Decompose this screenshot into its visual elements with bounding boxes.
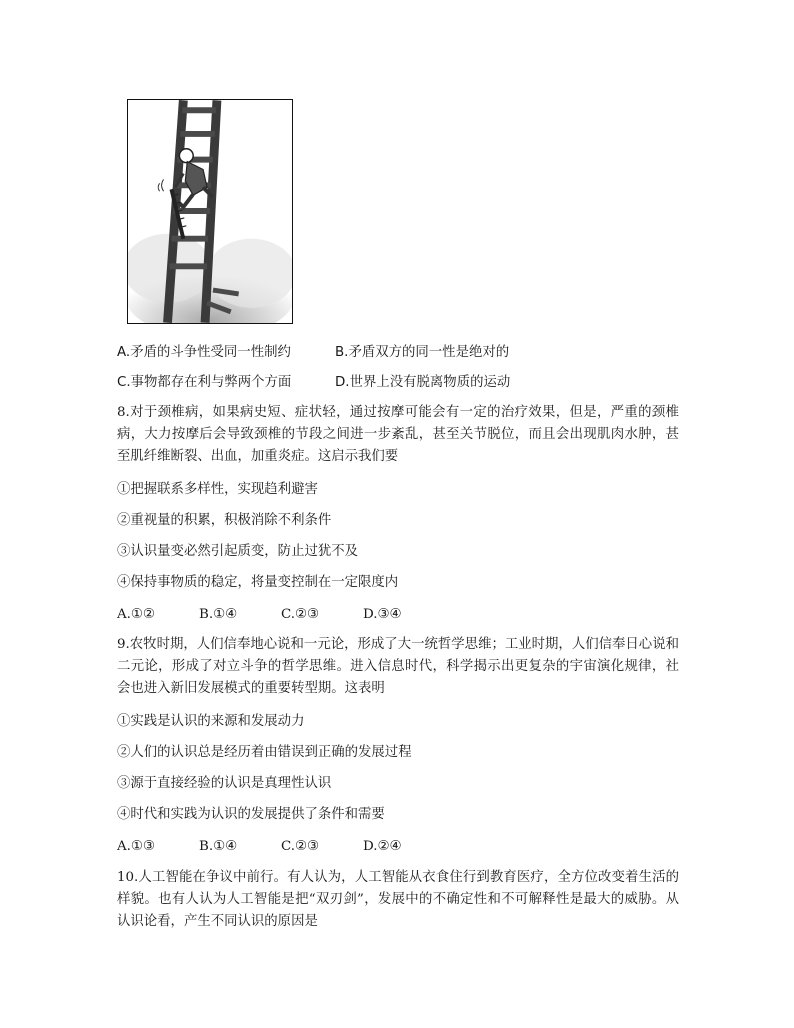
q8-choice-a[interactable]: A.①② bbox=[117, 607, 155, 622]
q7-options-row-1 bbox=[117, 343, 509, 363]
q9-statement-1: ①实践是认识的来源和发展动力 bbox=[117, 714, 305, 729]
q9-statement-2: ②人们的认识总是经历着由错误到正确的发展过程 bbox=[117, 745, 412, 760]
q9-choice-d[interactable]: D.②④ bbox=[363, 839, 402, 854]
q8-choice-b[interactable]: B.①④ bbox=[199, 607, 238, 622]
q8-stem: 8.对于颈椎病，如果病史短、症状轻，通过按摩可能会有一定的治疗效果，但是，严重的颈椎病，大力按摩后会导致颈椎的节段之间进一步紊乱，甚至关节脱位，而且会出现肌肉水肿，甚至肌纤维断裂、出血，加重炎症。这启示我们要 bbox=[117, 405, 679, 464]
q7-options-row-2 bbox=[117, 373, 510, 393]
q8-statement-2: ②重视量的积累，积极消除不利条件 bbox=[117, 513, 332, 528]
q9-statement-4: ④时代和实践为认识的发展提供了条件和需要 bbox=[117, 807, 385, 822]
q8-choice-d[interactable]: D.③④ bbox=[363, 607, 402, 622]
q9-choice-c[interactable]: C.②③ bbox=[281, 839, 320, 854]
q8-statement-1: ①把握联系多样性，实现趋利避害 bbox=[117, 482, 318, 497]
ladder-illustration bbox=[128, 100, 292, 323]
q8-statement-4: ④保持事物质的稳定，将量变控制在一定限度内 bbox=[117, 575, 399, 590]
q9-stem: 9.农牧时期，人们信奉地心说和一元论，形成了大一统哲学思维；工业时期，人们信奉日心说和二元论，形成了对立斗争的哲学思维。进入信息时代，科学揭示出更复杂的宇宙演化规律，社会也进入新旧发展模式的重要转型期。这表明 bbox=[117, 637, 679, 696]
q9-statement-3: ③源于直接经验的认识是真理性认识 bbox=[117, 776, 332, 791]
q9-choices bbox=[117, 837, 402, 857]
cartoon-ladder-figure bbox=[127, 99, 293, 324]
q7-option-b[interactable]: B.矛盾双方的同一性是绝对的 bbox=[335, 345, 510, 360]
q10-stem: 10.人工智能在争议中前行。有人认为，人工智能从衣食住行到教育医疗，全方位改变着生活的样貌。也有人认为人工智能是把“双刃剑”，发展中的不确定性和不可解释性是最大的威胁。从认识论看，产生不同认识的原因是 bbox=[117, 870, 679, 929]
q8-choice-c[interactable]: C.②③ bbox=[281, 607, 320, 622]
q7-option-d[interactable]: D.世界上没有脱离物质的运动 bbox=[335, 375, 511, 390]
q9-choice-b[interactable]: B.①④ bbox=[199, 839, 238, 854]
q8-choices bbox=[117, 605, 402, 625]
q8-statement-3: ③认识量变必然引起质变，防止过犹不及 bbox=[117, 544, 359, 559]
q7-option-a[interactable]: A.矛盾的斗争性受同一性制约 bbox=[117, 345, 291, 360]
q9-choice-a[interactable]: A.①③ bbox=[117, 839, 155, 854]
q7-option-c[interactable]: C.事物都存在利与弊两个方面 bbox=[117, 375, 292, 390]
